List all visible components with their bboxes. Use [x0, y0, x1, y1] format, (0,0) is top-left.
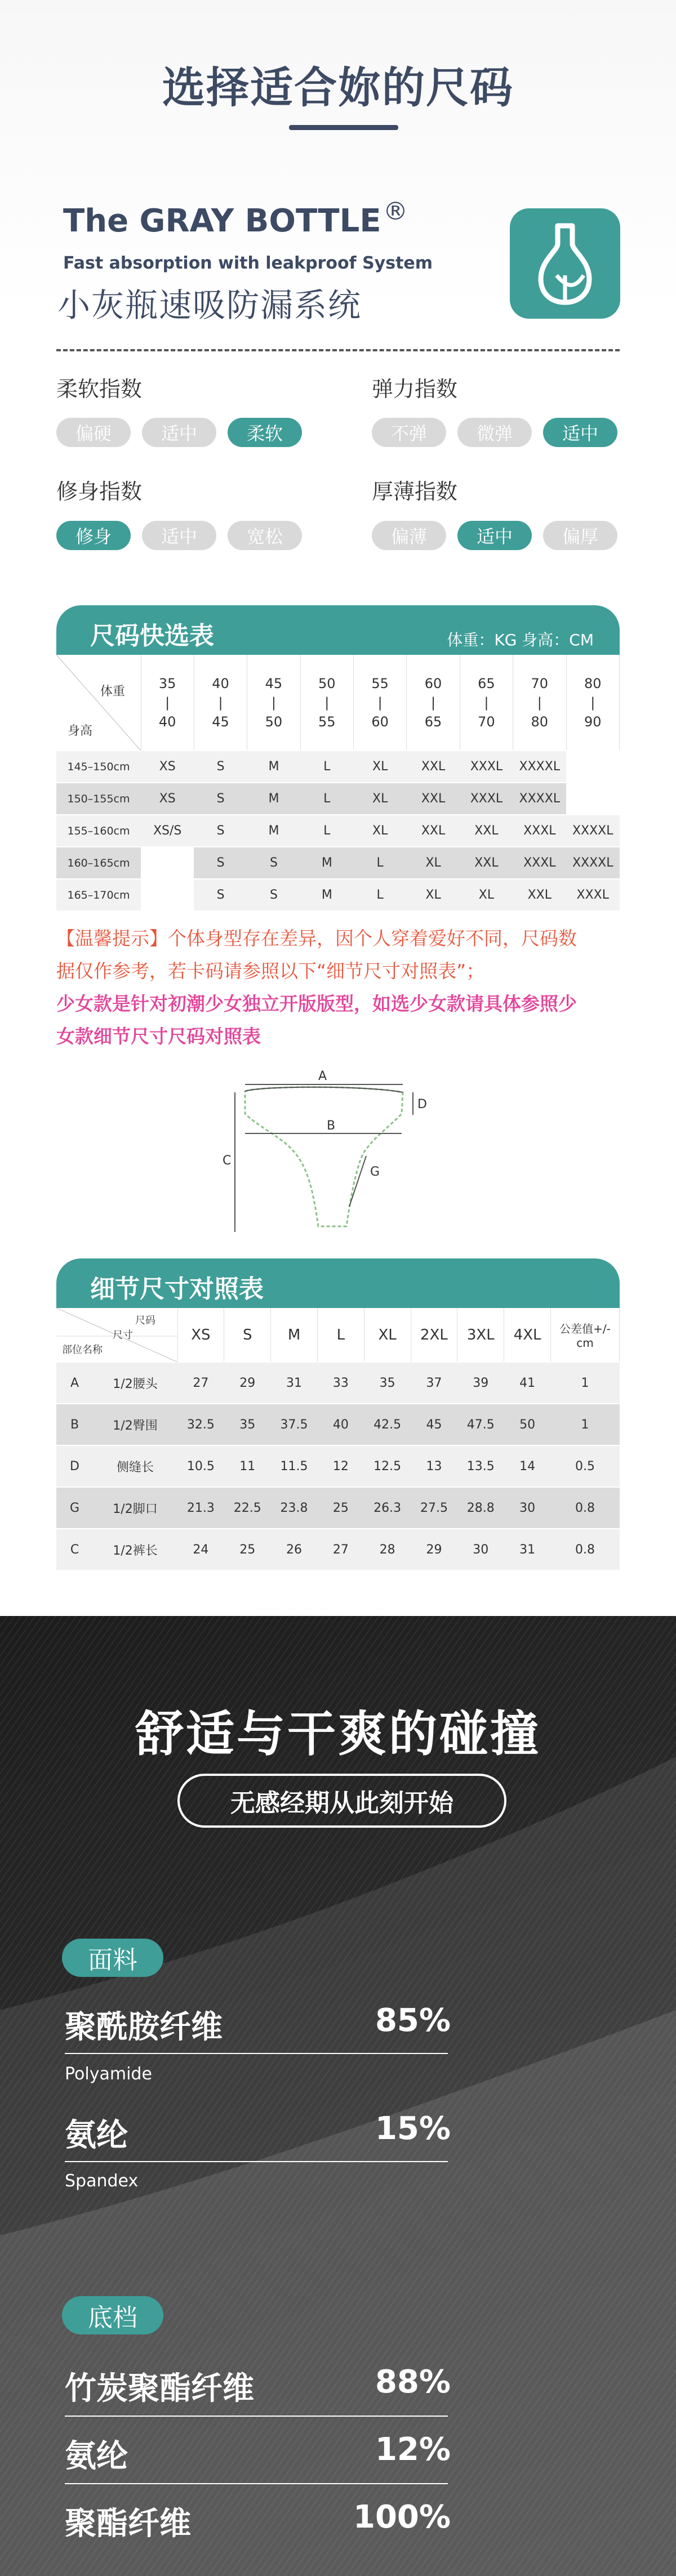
size-column-header: XS — [177, 1308, 224, 1362]
surface-material-1-en: Polyamide — [65, 2064, 152, 2084]
size-cell: XXXXL — [566, 815, 620, 847]
part-name-cell: 侧缝长 — [93, 1445, 177, 1487]
measurement-cell: 27.5 — [411, 1487, 457, 1529]
size-cell: S — [194, 879, 247, 911]
size-column-header: 2XL — [411, 1308, 457, 1362]
size-cell: L — [300, 783, 353, 815]
weight-max: 45 — [212, 713, 229, 730]
girls-note-2: 女款细节尺寸尺码对照表 — [56, 1025, 261, 1047]
tolerance-cell: 0.8 — [551, 1529, 620, 1570]
registered-mark: ® — [383, 197, 408, 226]
weight-range-header — [194, 655, 247, 751]
table-row — [56, 783, 620, 815]
softness-label: 柔软指数 — [56, 377, 143, 401]
size-column-header: L — [317, 1308, 364, 1362]
quick-table-header-row — [56, 655, 620, 751]
crotch-material-2-name: 氨纶 — [65, 2438, 128, 2475]
table-row — [56, 1404, 620, 1445]
weight-sep: | — [218, 694, 223, 711]
fit-option-loose: 宽松 — [228, 521, 302, 550]
size-cell: XXXL — [566, 879, 620, 911]
size-cell — [141, 847, 194, 879]
measurement-cell: 33 — [317, 1362, 364, 1404]
weight-min: 55 — [371, 675, 389, 691]
size-cell: XXL — [407, 751, 460, 783]
size-cell: S — [194, 751, 247, 783]
measurement-cell: 50 — [504, 1404, 551, 1445]
measurement-cell: 29 — [411, 1529, 457, 1570]
softness-options — [56, 418, 302, 447]
detail-size-table — [56, 1308, 620, 1571]
measurement-cell: 35 — [364, 1362, 411, 1404]
softness-option-hard: 偏硬 — [56, 418, 131, 447]
fit-label: 修身指数 — [56, 479, 143, 504]
measurement-cell: 28 — [364, 1529, 411, 1570]
weight-min: 40 — [212, 675, 229, 691]
weight-max: 60 — [371, 713, 389, 730]
measurement-cell: 14 — [504, 1445, 551, 1487]
brief-outline — [245, 1087, 403, 1226]
size-column-header: S — [224, 1308, 271, 1362]
measurement-cell: 25 — [317, 1487, 364, 1529]
label-b: B — [327, 1119, 336, 1133]
label-d: D — [417, 1097, 427, 1111]
size-cell: XXXL — [513, 815, 566, 847]
elasticity-option-none: 不弹 — [372, 418, 446, 447]
size-cell: L — [300, 751, 353, 783]
measure-g-line — [349, 1156, 366, 1207]
weight-sep: | — [165, 694, 170, 711]
elasticity-option-slight: 微弹 — [457, 418, 532, 447]
quick-table-banner — [56, 605, 620, 655]
crotch-tag: 底档 — [62, 2296, 163, 2334]
measurement-cell: 27 — [177, 1362, 224, 1404]
divider — [65, 2416, 448, 2417]
measurement-cell: 42.5 — [364, 1404, 411, 1445]
size-cell: XL — [354, 783, 407, 815]
measurement-cell: 27 — [317, 1529, 364, 1570]
measurement-cell: 22.5 — [224, 1487, 271, 1529]
part-code-cell: B — [56, 1404, 93, 1445]
page-title: 选择适合妳的尺码 — [162, 62, 514, 113]
quick-size-table — [56, 655, 620, 912]
measurement-cell: 30 — [457, 1529, 504, 1570]
size-cell: XXXL — [513, 847, 566, 879]
tip-text-1: 个体身型存在差异，因个人穿着爱好不同，尺码数 — [168, 927, 577, 949]
measurement-cell: 11 — [224, 1445, 271, 1487]
size-cell: XS — [141, 751, 194, 783]
weight-min: 80 — [584, 675, 602, 691]
measurement-cell: 31 — [504, 1529, 551, 1570]
part-name-cell: 1/2腰头 — [93, 1362, 177, 1404]
tip-note — [56, 922, 620, 1053]
weight-min: 65 — [478, 675, 495, 691]
size-cell: M — [300, 847, 353, 879]
crotch-material-1-pct: 88% — [375, 2364, 451, 2400]
size-cell: L — [354, 879, 407, 911]
measurement-cell: 29 — [224, 1362, 271, 1404]
weight-sep: | — [537, 694, 542, 711]
weight-range-header — [513, 655, 566, 751]
weight-sep: | — [377, 694, 383, 711]
weight-range-header — [247, 655, 300, 751]
table-row — [56, 1487, 620, 1529]
part-name-cell: 1/2裤长 — [93, 1529, 177, 1570]
tolerance-header: 公差值+/-cm — [551, 1308, 620, 1362]
size-cell: M — [247, 815, 300, 847]
weight-sep: | — [590, 694, 595, 711]
height-header: 身高 — [68, 724, 93, 738]
elasticity-label: 弹力指数 — [372, 377, 458, 401]
size-cell: XL — [407, 879, 460, 911]
title-underline — [289, 125, 398, 130]
size-cell: XXXXL — [513, 751, 566, 783]
tolerance-cell: 0.5 — [551, 1445, 620, 1487]
height-range-cell: 145–150cm — [56, 751, 141, 783]
weight-sep: | — [271, 694, 276, 711]
size-column-header: 4XL — [504, 1308, 551, 1362]
weight-range-header — [566, 655, 620, 751]
tolerance-cell: 0.8 — [551, 1487, 620, 1529]
brand-name: The GRAY BOTTLE — [63, 203, 381, 239]
weight-max: 40 — [158, 713, 176, 730]
size-cell: XXXXL — [566, 847, 620, 879]
fit-options — [56, 521, 302, 550]
measurement-cell: 26 — [271, 1529, 318, 1570]
size-cell: S — [194, 783, 247, 815]
brand-cn-name: 小灰瓶速吸防漏系统 — [57, 286, 362, 324]
weight-header: 体重 — [100, 685, 126, 699]
measurement-cell: 10.5 — [177, 1445, 224, 1487]
weight-range-header — [407, 655, 460, 751]
measurement-cell: 11.5 — [271, 1445, 318, 1487]
size-cell: XL — [460, 879, 513, 911]
weight-max: 50 — [265, 713, 283, 730]
size-cell: XL — [354, 751, 407, 783]
brand-subtitle: Fast absorption with leakproof System — [63, 253, 433, 273]
dashed-divider — [56, 349, 620, 351]
softness-option-soft: 柔软 — [228, 418, 302, 447]
measurement-cell: 26.3 — [364, 1487, 411, 1529]
size-cell: S — [194, 815, 247, 847]
softness-option-medium: 适中 — [142, 418, 216, 447]
height-range-cell: 150–155cm — [56, 783, 141, 815]
divider — [65, 2161, 448, 2162]
quick-table-title: 尺码快选表 — [90, 622, 214, 650]
measurement-cell: 13.5 — [457, 1445, 504, 1487]
girls-note-1: 少女款是针对初潮少女独立开版版型，如选少女款请具体参照少 — [56, 993, 577, 1015]
label-g: G — [370, 1165, 380, 1179]
height-range-cell: 155–160cm — [56, 815, 141, 847]
thickness-option-thin: 偏薄 — [372, 521, 446, 550]
table-row — [56, 1362, 620, 1404]
size-cell: S — [247, 879, 300, 911]
detail-table-corner — [56, 1308, 177, 1362]
fit-option-medium: 适中 — [142, 521, 216, 550]
measurement-cell: 30 — [504, 1487, 551, 1529]
measurement-cell: 13 — [411, 1445, 457, 1487]
size-cell: M — [247, 751, 300, 783]
table-row — [56, 1445, 620, 1487]
measurement-cell: 47.5 — [457, 1404, 504, 1445]
table-row — [56, 879, 620, 911]
part-code-cell: C — [56, 1529, 93, 1570]
detail-table-banner — [56, 1258, 620, 1308]
size-cell: S — [247, 847, 300, 879]
measurement-cell: 23.8 — [271, 1487, 318, 1529]
elasticity-option-medium: 适中 — [543, 418, 617, 447]
measurement-cell: 31 — [271, 1362, 318, 1404]
surface-material-1-name: 聚酰胺纤维 — [65, 2009, 223, 2046]
thickness-label: 厚薄指数 — [372, 479, 458, 504]
size-cell: XS/S — [141, 815, 194, 847]
table-row — [56, 1529, 620, 1570]
table-row — [56, 751, 620, 783]
size-cell: XXL — [460, 815, 513, 847]
weight-sep: | — [484, 694, 489, 711]
part-code-cell: D — [56, 1445, 93, 1487]
size-cell — [566, 751, 620, 783]
label-c: C — [223, 1154, 232, 1168]
tip-text-2: 据仅作参考，若卡码请参照以下“细节尺寸对照表”； — [56, 960, 485, 982]
detail-header-size: 尺码 — [135, 1315, 155, 1327]
weight-max: 90 — [584, 713, 602, 730]
size-cell: S — [194, 847, 247, 879]
weight-max: 80 — [531, 713, 549, 730]
size-cell: XXXL — [460, 783, 513, 815]
weight-max: 70 — [478, 713, 495, 730]
size-column-header: M — [271, 1308, 318, 1362]
size-cell — [141, 879, 194, 911]
size-cell: XL — [407, 847, 460, 879]
weight-max: 55 — [318, 713, 336, 730]
brand-logo — [510, 208, 620, 319]
crotch-material-3-name: 聚酯纤维 — [65, 2506, 191, 2542]
measurement-cell: 32.5 — [177, 1404, 224, 1445]
part-code-cell: A — [56, 1362, 93, 1404]
surface-tag: 面料 — [62, 1939, 163, 1977]
measurement-cell: 41 — [504, 1362, 551, 1404]
bottle-icon — [528, 221, 602, 306]
measurement-cell: 40 — [317, 1404, 364, 1445]
weight-min: 60 — [424, 675, 442, 691]
weight-max: 65 — [424, 713, 442, 730]
size-cell: XXL — [407, 783, 460, 815]
detail-header-dim: 尺寸 — [113, 1329, 133, 1341]
divider — [65, 2483, 448, 2484]
detail-table-title: 细节尺寸对照表 — [90, 1275, 264, 1303]
weight-range-header — [300, 655, 353, 751]
size-cell: XL — [354, 815, 407, 847]
crotch-material-3-pct: 100% — [353, 2499, 451, 2535]
measurement-cell: 28.8 — [457, 1487, 504, 1529]
size-cell: M — [300, 879, 353, 911]
size-cell: L — [300, 815, 353, 847]
weight-range-header — [354, 655, 407, 751]
size-cell: L — [354, 847, 407, 879]
fabric-title: 舒适与干爽的碰撞 — [135, 1706, 541, 1762]
size-cell: XXXL — [460, 751, 513, 783]
measurement-cell: 24 — [177, 1529, 224, 1570]
measurement-cell: 12 — [317, 1445, 364, 1487]
surface-material-2-pct: 15% — [375, 2110, 451, 2147]
measurement-cell: 12.5 — [364, 1445, 411, 1487]
tolerance-cell: 1 — [551, 1404, 620, 1445]
size-cell: XXL — [460, 847, 513, 879]
weight-sep: | — [324, 694, 330, 711]
part-code-cell: G — [56, 1487, 93, 1529]
weight-min: 70 — [531, 675, 549, 691]
surface-material-1-pct: 85% — [375, 2002, 451, 2039]
size-column-header: 3XL — [457, 1308, 504, 1362]
table-row — [56, 847, 620, 879]
thickness-options — [372, 521, 617, 550]
part-name-cell: 1/2脚口 — [93, 1487, 177, 1529]
size-column-header: XL — [364, 1308, 411, 1362]
measurement-cell: 39 — [457, 1362, 504, 1404]
crotch-material-2-pct: 12% — [375, 2431, 451, 2468]
size-cell: XXXXL — [513, 783, 566, 815]
detail-table-header-row — [56, 1308, 620, 1362]
elasticity-options — [372, 418, 617, 447]
fit-option-slim: 修身 — [56, 521, 131, 550]
table-row — [56, 815, 620, 847]
surface-material-2-en: Spandex — [65, 2171, 139, 2191]
detail-header-part: 部位名称 — [62, 1344, 103, 1356]
crotch-material-1-name: 竹炭聚酯纤维 — [65, 2370, 254, 2407]
surface-material-2-name: 氨纶 — [65, 2117, 128, 2154]
size-cell: XXL — [513, 879, 566, 911]
weight-range-header — [460, 655, 513, 751]
size-cell — [566, 783, 620, 815]
measurement-cell: 35 — [224, 1404, 271, 1445]
tolerance-cell: 1 — [551, 1362, 620, 1404]
size-cell: XS — [141, 783, 194, 815]
quick-table-corner — [56, 655, 141, 751]
height-range-cell: 165–170cm — [56, 879, 141, 911]
size-cell: M — [247, 783, 300, 815]
quick-table-unit: 体重：KG 身高：CM — [447, 631, 594, 649]
measurement-cell: 37.5 — [271, 1404, 318, 1445]
measurement-cell: 21.3 — [177, 1487, 224, 1529]
measurement-cell: 37 — [411, 1362, 457, 1404]
measurement-cell: 45 — [411, 1404, 457, 1445]
height-range-cell: 160–165cm — [56, 847, 141, 879]
size-cell: XXL — [407, 815, 460, 847]
weight-min: 35 — [158, 675, 176, 691]
weight-min: 45 — [265, 675, 283, 691]
thickness-option-medium: 适中 — [457, 521, 532, 550]
weight-min: 50 — [318, 675, 336, 691]
brief-measurement-diagram — [223, 1063, 448, 1243]
thickness-option-thick: 偏厚 — [543, 521, 617, 550]
weight-sep: | — [431, 694, 436, 711]
tip-bracket: 【温馨提示】 — [56, 927, 168, 949]
divider — [65, 2053, 448, 2054]
fabric-subtitle: 无感经期从此刻开始 — [177, 1774, 506, 1828]
weight-range-header — [141, 655, 194, 751]
label-a: A — [318, 1069, 327, 1083]
measurement-cell: 25 — [224, 1529, 271, 1570]
part-name-cell: 1/2臀围 — [93, 1404, 177, 1445]
